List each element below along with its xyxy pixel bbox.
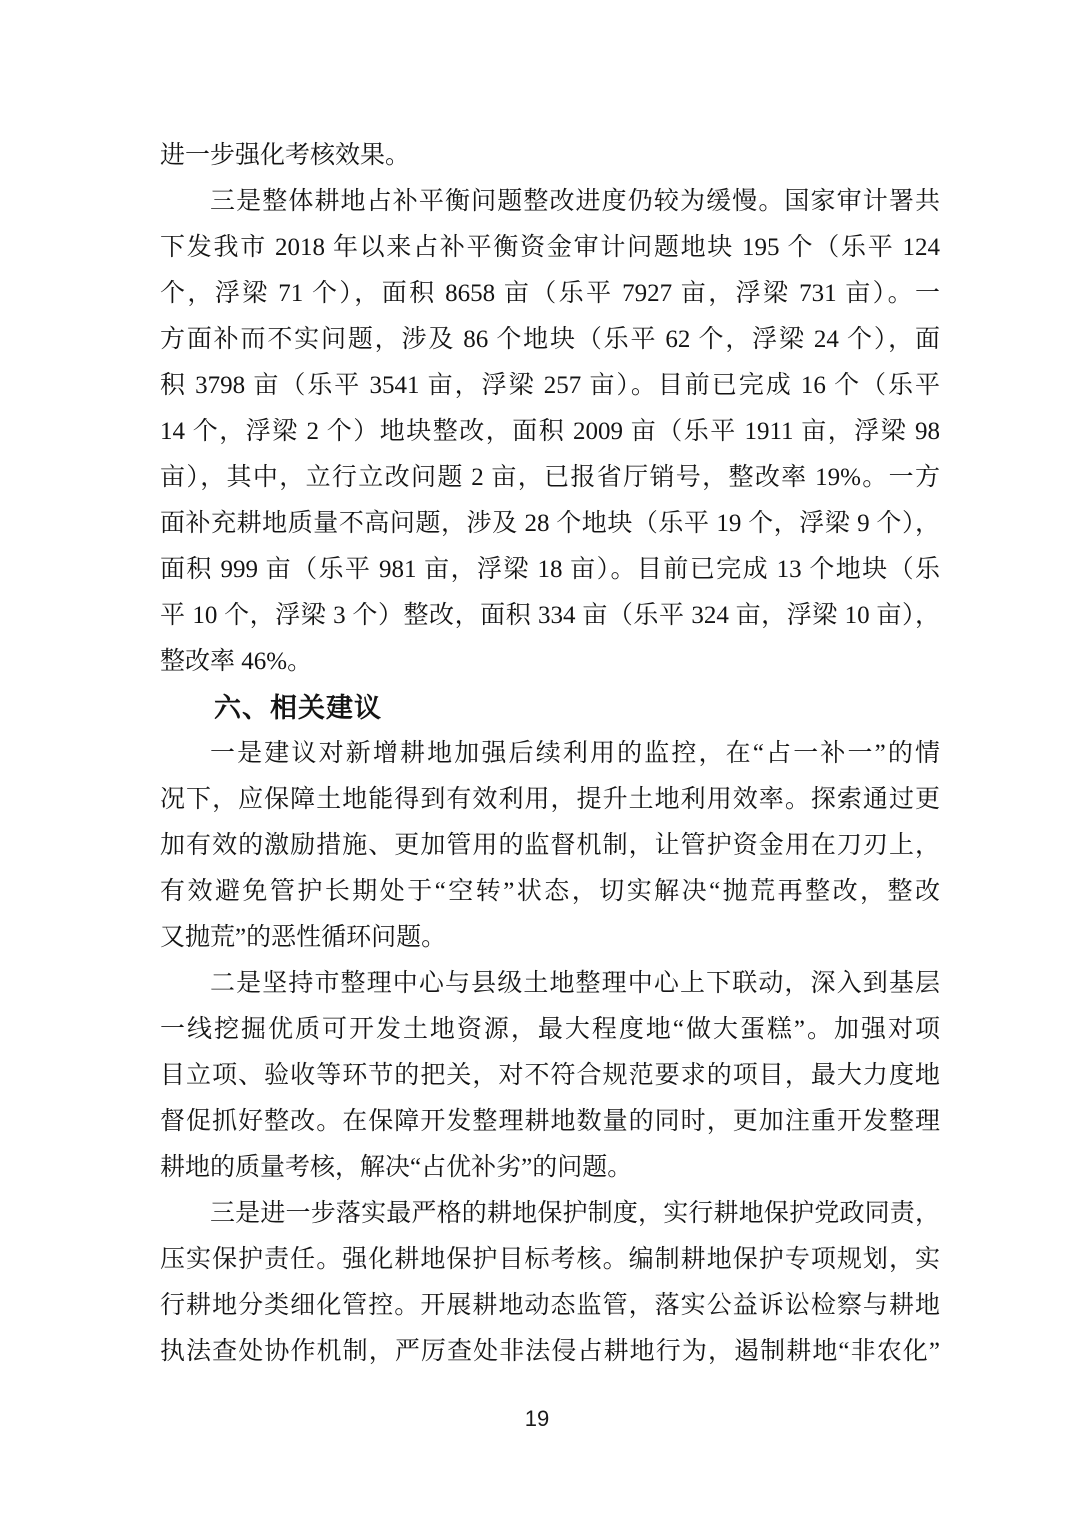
text-line: 有效避免管护长期处于“空转”状态，切实解决“抛荒再整改，整改: [160, 878, 940, 905]
text-line: 二是坚持市整理中心与县级土地整理中心上下联动，深入到基层: [210, 970, 940, 997]
text-line: 一是建议对新增耕地加强后续利用的监控，在“占一补一”的情: [210, 740, 940, 767]
text-line: 执法查处协作机制，严厉查处非法侵占耕地行为，遏制耕地“非农化”: [160, 1338, 940, 1365]
text-line: 亩），其中，立行立改问题 2 亩，已报省厅销号，整改率 19%。一方: [160, 464, 940, 491]
section-heading: 六、相关建议: [214, 693, 382, 723]
document-body: [160, 133, 940, 1375]
text-line: 一线挖掘优质可开发土地资源，最大程度地“做大蛋糕”。加强对项: [160, 1016, 940, 1043]
text-line: 个，浮梁 71 个），面积 8658 亩（乐平 7927 亩，浮梁 731 亩）。一: [160, 280, 940, 307]
text-line: 三是整体耕地占补平衡问题整改进度仍较为缓慢。国家审计署共: [210, 188, 940, 215]
text-line: 压实保护责任。强化耕地保护目标考核。编制耕地保护专项规划，实: [160, 1246, 940, 1273]
text-line: 督促抓好整改。在保障开发整理耕地数量的同时，更加注重开发整理: [160, 1108, 940, 1135]
text-line: 平 10 个，浮梁 3 个）整改，面积 334 亩（乐平 324 亩，浮梁 10 亩），: [160, 602, 940, 629]
text-line: 14 个，浮梁 2 个）地块整改，面积 2009 亩（乐平 1911 亩，浮梁 98: [160, 418, 940, 445]
text-line: 目立项、验收等环节的把关，对不符合规范要求的项目，最大力度地: [160, 1062, 940, 1089]
text-line: 三是进一步落实最严格的耕地保护制度，实行耕地保护党政同责，: [210, 1200, 940, 1227]
text-line: 况下，应保障土地能得到有效利用，提升土地利用效率。探索通过更: [160, 786, 940, 813]
page-number: 19: [524, 1406, 550, 1431]
text-line: 面补充耕地质量不高问题，涉及 28 个地块（乐平 19 个，浮梁 9 个），: [160, 510, 940, 537]
text-line: 进一步强化考核效果。: [160, 142, 411, 169]
text-line: 又抛荒”的恶性循环问题。: [160, 924, 447, 951]
text-line: 面积 999 亩（乐平 981 亩，浮梁 18 亩）。目前已完成 13 个地块（乐: [160, 556, 940, 583]
text-line: 积 3798 亩（乐平 3541 亩，浮梁 257 亩）。目前已完成 16 个（乐平: [160, 372, 940, 399]
text-line: 行耕地分类细化管控。开展耕地动态监管，落实公益诉讼检察与耕地: [160, 1292, 940, 1319]
text-line: 加有效的激励措施、更加管用的监督机制，让管护资金用在刀刃上，: [160, 832, 940, 859]
text-line: 方面补而不实问题，涉及 86 个地块（乐平 62 个，浮梁 24 个），面: [160, 326, 940, 353]
text-line: 下发我市 2018 年以来占补平衡资金审计问题地块 195 个（乐平 124: [160, 234, 940, 261]
text-line: 耕地的质量考核，解决“占优补劣”的问题。: [160, 1154, 633, 1181]
text-line: 整改率 46%。: [160, 648, 313, 675]
